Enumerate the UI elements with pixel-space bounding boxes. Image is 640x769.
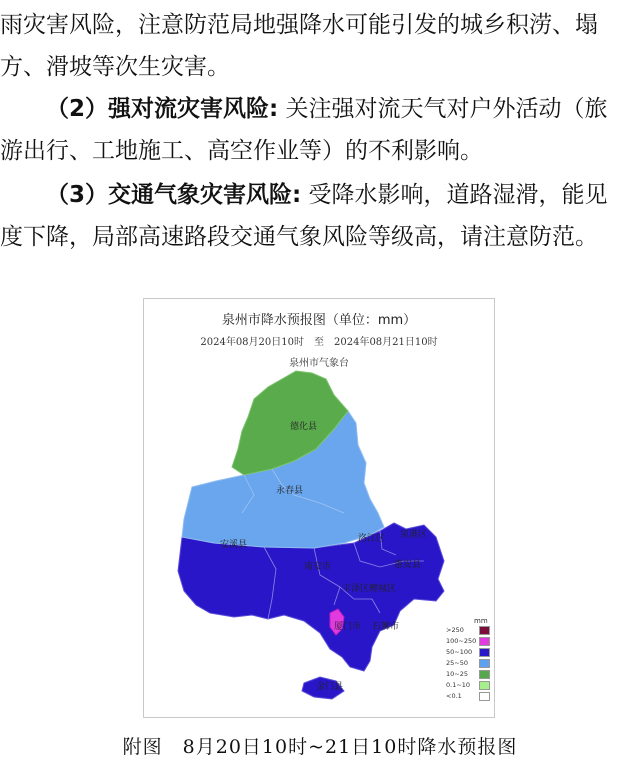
city-label-anxi: 安溪县 (220, 540, 248, 550)
legend-item (446, 669, 490, 680)
text-line: 游出行、工地施工、高空作业等）的不利影响。 (0, 138, 483, 164)
city-label-quangang: 泉港区 (400, 530, 428, 540)
text-line (0, 180, 640, 222)
city-label-fengze-licheng: 丰泽区鲤城区 (342, 584, 397, 594)
legend-item (446, 691, 490, 702)
city-label-xiamen: 厦门市 (334, 622, 362, 632)
legend-swatch (479, 626, 490, 635)
legend-label: 10~25 (446, 670, 468, 678)
legend-item (446, 680, 490, 691)
text-fragment: 关注强对流天气对户外活动（旅 (278, 96, 608, 122)
city-label-yongchun: 永春县 (276, 486, 304, 496)
legend-item (446, 625, 490, 636)
legend-label: <0.1 (446, 692, 462, 700)
legend-label: 25~50 (446, 659, 468, 667)
figure-caption: 附图 8月20日10时~21日10时降水预报图 (122, 736, 518, 758)
city-label-luojiang: 洛江区 (358, 534, 386, 544)
map-agency: 泉州市气象台 (289, 358, 349, 369)
city-label-shishi: 石狮市 (372, 622, 400, 632)
text-line: 雨灾害风险，注意防范局地强降水可能引发的城乡积涝、塌 (0, 12, 598, 38)
map-legend (446, 617, 490, 702)
legend-swatch (479, 692, 490, 701)
map-title: 泉州市降水预报图（单位：mm） (221, 313, 417, 328)
legend-unit: mm (474, 617, 488, 625)
legend-label: 0.1~10 (446, 681, 471, 689)
text-line: 度下降，局部高速路段交通气象风险等级高，请注意防范。 (0, 224, 598, 250)
paragraph-convective-risk (0, 94, 640, 178)
text-line: 方、滑坡等次生灾害。 (0, 54, 230, 80)
legend-label: >250 (446, 626, 464, 634)
legend-item (446, 658, 490, 669)
city-label-nanan: 南安市 (304, 562, 332, 572)
paragraph-continuation (0, 10, 640, 94)
legend-swatch (479, 659, 490, 668)
text-line (0, 94, 640, 136)
map-time-range: 2024年08月20日10时 至 2024年08月21日10时 (200, 337, 438, 348)
city-label-huian: 惠安县 (394, 560, 422, 570)
section-heading: （3）交通气象灾害风险: (46, 182, 302, 208)
legend-item (446, 636, 490, 647)
precipitation-forecast-map (143, 298, 495, 718)
city-label-dehua: 德化县 (290, 422, 318, 432)
legend-label: 50~100 (446, 648, 473, 656)
city-label-jinmen: 金门县 (316, 682, 344, 692)
legend-swatch (479, 681, 490, 690)
section-heading: （2）强对流灾害风险: (46, 96, 279, 122)
legend-swatch (479, 648, 490, 657)
legend-swatch (479, 670, 490, 679)
legend-swatch (479, 637, 490, 646)
legend-label: 100~250 (446, 637, 477, 645)
text-fragment: 受降水影响，道路湿滑，能见 (301, 182, 608, 208)
paragraph-traffic-risk (0, 180, 640, 264)
legend-item (446, 647, 490, 658)
